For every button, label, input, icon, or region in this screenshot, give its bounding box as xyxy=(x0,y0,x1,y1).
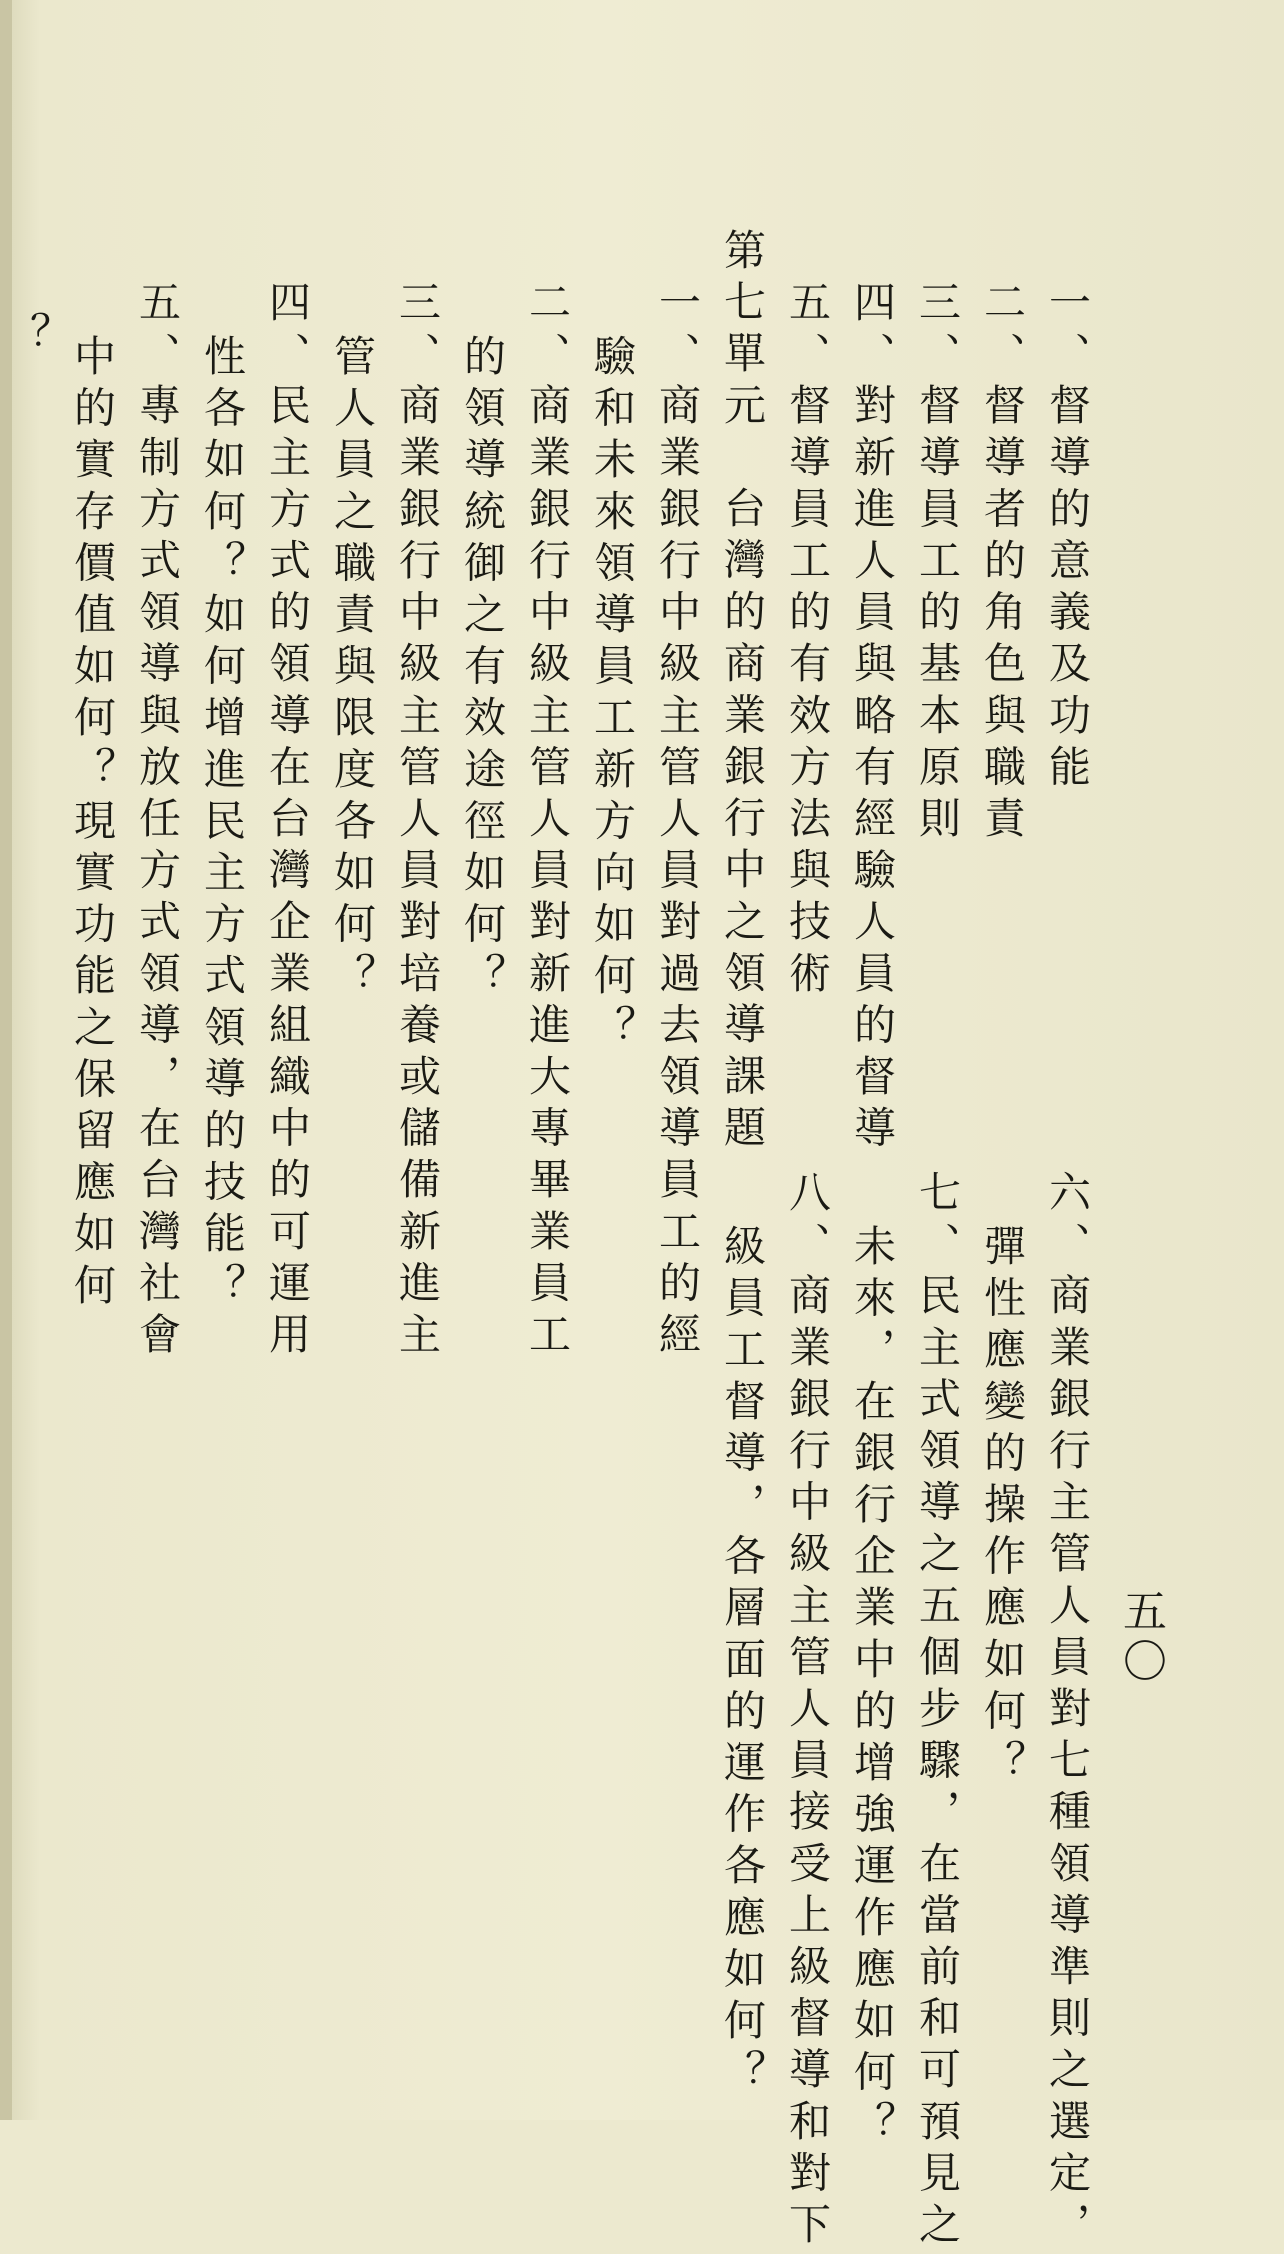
upper-line-2: 二、督導者的角色與職責 xyxy=(978,280,1027,848)
upper-line-11: 三、商業銀行中級主管人員對培養或儲備新進主 xyxy=(393,280,442,1364)
lower-line-4: 未來，在銀行企業中的增強運作應如何？ xyxy=(848,1224,897,2153)
upper-line-17: ？ xyxy=(3,312,52,364)
lower-line-2: 彈性應變的操作應如何？ xyxy=(978,1224,1027,1792)
upper-line-9: 二、商業銀行中級主管人員對新進大專畢業員工 xyxy=(523,280,572,1364)
upper-line-3: 三、督導員工的基本原則 xyxy=(913,280,962,848)
upper-line-4: 四、對新進人員與略有經驗人員的督導 xyxy=(848,280,897,1158)
upper-line-13: 四、民主方式的領導在台灣企業組織中的可運用 xyxy=(263,280,312,1364)
upper-line-10: 的領導統御之有效途徑如何？ xyxy=(458,334,507,1005)
upper-line-12: 管人員之職責與限度各如何？ xyxy=(328,334,377,1005)
upper-line-14: 性各如何？如何增進民主方式領導的技能？ xyxy=(198,334,247,1315)
lower-line-3: 七、民主式領導之五個步驟，在當前和可預見之 xyxy=(913,1170,962,2254)
upper-line-8: 驗和未來領導員工新方向如何？ xyxy=(588,334,637,1057)
lower-line-5: 八、商業銀行中級主管人員接受上級督導和對下 xyxy=(783,1170,832,2254)
upper-line-16: 中的實存價值如何？現實功能之保留應如何 xyxy=(68,334,117,1315)
upper-line-1: 一、督導的意義及功能 xyxy=(1043,280,1092,796)
upper-line-5: 五、督導員工的有效方法與技術 xyxy=(783,280,832,1003)
unit-heading: 第七單元 台灣的商業銀行中之領導課題 xyxy=(718,228,767,1157)
lower-line-1: 六、商業銀行主管人員對七種領導準則之選定， xyxy=(1043,1170,1092,2254)
upper-line-7: 一、商業銀行中級主管人員對過去領導員工的經 xyxy=(653,280,702,1364)
lower-line-6: 級員工督導，各層面的運作各應如何？ xyxy=(718,1224,767,2102)
upper-line-15: 五、專制方式領導與放任方式領導，在台灣社會 xyxy=(133,280,182,1364)
page-number: 五〇 xyxy=(1115,1588,1166,1688)
